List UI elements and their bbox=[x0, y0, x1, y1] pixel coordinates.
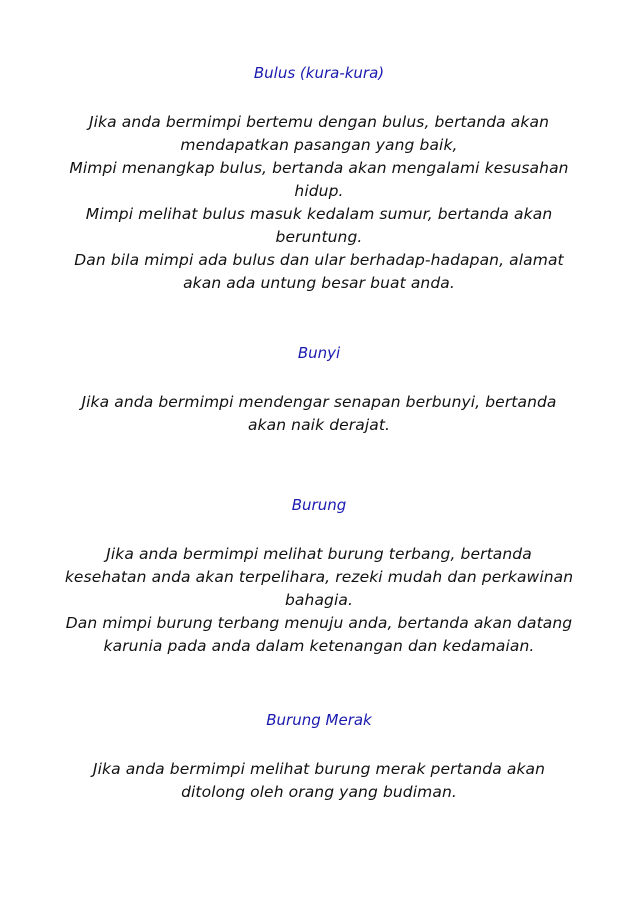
entry-body: Jika anda bermimpi bertemu dengan bulus, bertanda akan mendapatkan pasangan yang baik, Mimpi menangkap bulus, bertanda akan mengalami kesusahan hidup. Mimpi melihat bulus masuk kedalam sumur, bertanda akan beruntung. Dan bila mimpi ada bulus dan ular berhadap-hadapan, alamat akan ada untung besar buat anda. bbox=[69, 113, 569, 292]
entry-burung bbox=[40, 495, 598, 658]
entry-title: Burung bbox=[291, 496, 347, 514]
entry-burung-merak bbox=[40, 710, 598, 804]
entry-title: Bulus (kura-kura) bbox=[253, 64, 385, 82]
entry-body: Jika anda bermimpi mendengar senapan berbunyi, bertanda akan naik derajat. bbox=[81, 393, 557, 434]
entry-bunyi bbox=[40, 343, 598, 437]
entry-title: Bunyi bbox=[297, 344, 341, 362]
entry-body: Jika anda bermimpi melihat burung terbang, bertanda kesehatan anda akan terpelihara, rezeki mudah dan perkawinan bahagia. Dan mimpi burung terbang menuju anda, bertanda akan datang karunia pada anda dalam ketenangan dan kedamaian. bbox=[64, 545, 574, 655]
entry-bulus bbox=[40, 63, 598, 295]
entry-title: Burung Merak bbox=[266, 711, 372, 729]
entry-body: Jika anda bermimpi melihat burung merak pertanda akan ditolong oleh orang yang budiman. bbox=[92, 760, 546, 801]
